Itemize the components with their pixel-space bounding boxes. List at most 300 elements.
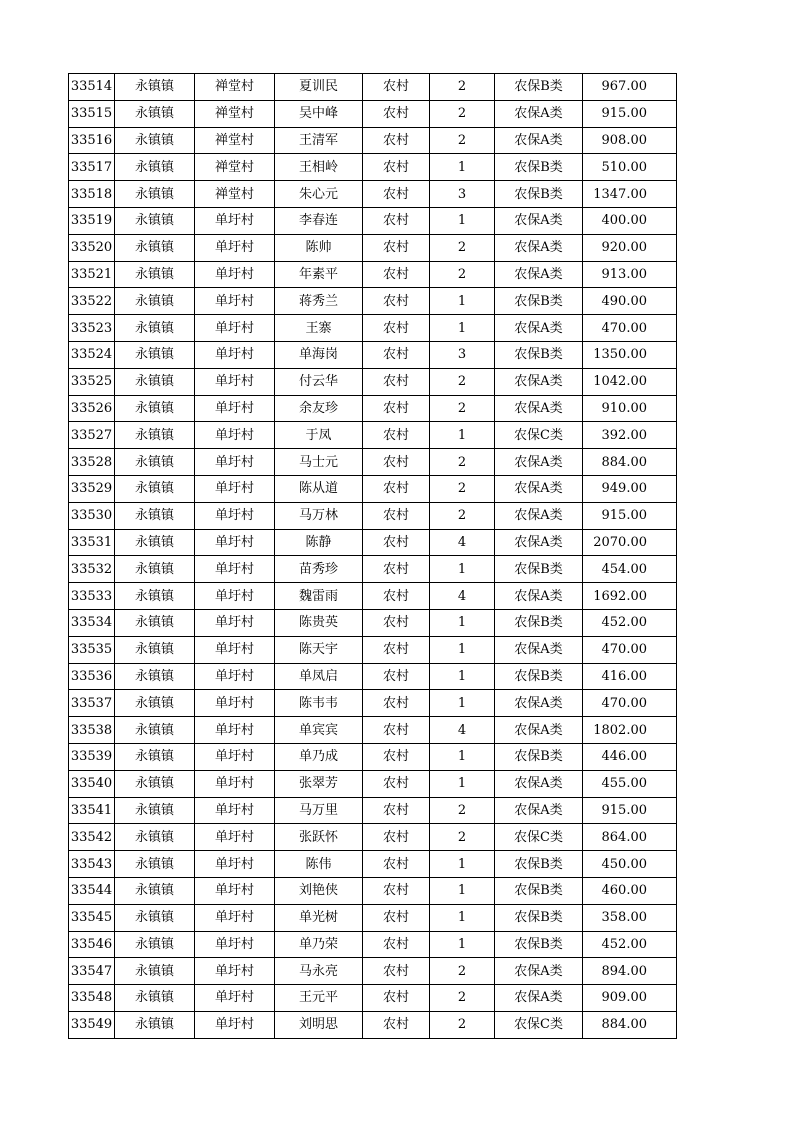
cell-area-type: 农村 <box>363 904 430 931</box>
cell-town: 永镇镇 <box>115 904 195 931</box>
cell-town: 永镇镇 <box>115 663 195 690</box>
cell-name: 苗秀珍 <box>275 556 363 583</box>
cell-household-count: 1 <box>430 877 495 904</box>
records-table <box>68 73 677 1039</box>
cell-household-count: 2 <box>430 74 495 101</box>
cell-amount: 454.00 <box>583 556 677 583</box>
cell-name: 张跃怀 <box>275 824 363 851</box>
cell-name: 李春连 <box>275 207 363 234</box>
cell-amount: 884.00 <box>583 1011 677 1038</box>
table-row <box>69 341 677 368</box>
cell-amount: 949.00 <box>583 475 677 502</box>
cell-village: 单圩村 <box>195 341 275 368</box>
cell-category: 农保B类 <box>495 341 583 368</box>
cell-household-count: 1 <box>430 743 495 770</box>
cell-area-type: 农村 <box>363 368 430 395</box>
cell-village: 单圩村 <box>195 770 275 797</box>
cell-village: 单圩村 <box>195 315 275 342</box>
cell-record-id: 33527 <box>69 422 115 449</box>
cell-record-id: 33543 <box>69 851 115 878</box>
cell-village: 单圩村 <box>195 422 275 449</box>
cell-area-type: 农村 <box>363 851 430 878</box>
cell-amount: 913.00 <box>583 261 677 288</box>
cell-category: 农保B类 <box>495 556 583 583</box>
cell-name: 刘艳侠 <box>275 877 363 904</box>
cell-name: 单凤启 <box>275 663 363 690</box>
cell-town: 永镇镇 <box>115 824 195 851</box>
table-row <box>69 127 677 154</box>
cell-name: 马永亮 <box>275 958 363 985</box>
cell-record-id: 33533 <box>69 583 115 610</box>
cell-household-count: 1 <box>430 315 495 342</box>
cell-amount: 967.00 <box>583 74 677 101</box>
cell-name: 马士元 <box>275 449 363 476</box>
cell-area-type: 农村 <box>363 502 430 529</box>
cell-village: 单圩村 <box>195 449 275 476</box>
cell-name: 张翠芳 <box>275 770 363 797</box>
cell-area-type: 农村 <box>363 449 430 476</box>
cell-town: 永镇镇 <box>115 100 195 127</box>
cell-record-id: 33525 <box>69 368 115 395</box>
cell-village: 单圩村 <box>195 609 275 636</box>
cell-amount: 894.00 <box>583 958 677 985</box>
cell-area-type: 农村 <box>363 985 430 1012</box>
table-row <box>69 368 677 395</box>
cell-name: 陈韦韦 <box>275 690 363 717</box>
cell-amount: 452.00 <box>583 931 677 958</box>
cell-household-count: 1 <box>430 154 495 181</box>
cell-category: 农保B类 <box>495 877 583 904</box>
cell-area-type: 农村 <box>363 743 430 770</box>
cell-record-id: 33535 <box>69 636 115 663</box>
cell-household-count: 1 <box>430 207 495 234</box>
cell-category: 农保A类 <box>495 529 583 556</box>
cell-amount: 1347.00 <box>583 181 677 208</box>
cell-household-count: 1 <box>430 288 495 315</box>
cell-record-id: 33547 <box>69 958 115 985</box>
cell-name: 陈帅 <box>275 234 363 261</box>
cell-name: 朱心元 <box>275 181 363 208</box>
cell-category: 农保A类 <box>495 315 583 342</box>
cell-village: 单圩村 <box>195 636 275 663</box>
table-row <box>69 449 677 476</box>
cell-name: 付云华 <box>275 368 363 395</box>
table-row <box>69 636 677 663</box>
cell-amount: 908.00 <box>583 127 677 154</box>
cell-town: 永镇镇 <box>115 877 195 904</box>
cell-area-type: 农村 <box>363 717 430 744</box>
cell-name: 王元平 <box>275 985 363 1012</box>
cell-household-count: 2 <box>430 985 495 1012</box>
table-row <box>69 74 677 101</box>
cell-town: 永镇镇 <box>115 234 195 261</box>
cell-household-count: 1 <box>430 636 495 663</box>
cell-category: 农保B类 <box>495 743 583 770</box>
cell-record-id: 33520 <box>69 234 115 261</box>
cell-village: 单圩村 <box>195 877 275 904</box>
table-row <box>69 207 677 234</box>
cell-name: 马万林 <box>275 502 363 529</box>
cell-town: 永镇镇 <box>115 985 195 1012</box>
table-row <box>69 717 677 744</box>
table-row <box>69 797 677 824</box>
cell-town: 永镇镇 <box>115 556 195 583</box>
cell-village: 单圩村 <box>195 690 275 717</box>
cell-amount: 416.00 <box>583 663 677 690</box>
cell-category: 农保A类 <box>495 636 583 663</box>
cell-household-count: 2 <box>430 261 495 288</box>
cell-area-type: 农村 <box>363 100 430 127</box>
cell-category: 农保A类 <box>495 368 583 395</box>
cell-household-count: 1 <box>430 690 495 717</box>
cell-household-count: 3 <box>430 181 495 208</box>
table-row <box>69 609 677 636</box>
cell-village: 单圩村 <box>195 395 275 422</box>
cell-town: 永镇镇 <box>115 931 195 958</box>
cell-name: 单乃荣 <box>275 931 363 958</box>
cell-village: 单圩村 <box>195 797 275 824</box>
cell-household-count: 1 <box>430 556 495 583</box>
cell-town: 永镇镇 <box>115 154 195 181</box>
cell-household-count: 1 <box>430 422 495 449</box>
cell-town: 永镇镇 <box>115 770 195 797</box>
cell-village: 单圩村 <box>195 583 275 610</box>
cell-record-id: 33522 <box>69 288 115 315</box>
cell-record-id: 33521 <box>69 261 115 288</box>
table-row <box>69 743 677 770</box>
cell-town: 永镇镇 <box>115 449 195 476</box>
cell-name: 王清军 <box>275 127 363 154</box>
cell-village: 单圩村 <box>195 207 275 234</box>
cell-area-type: 农村 <box>363 475 430 502</box>
cell-category: 农保C类 <box>495 1011 583 1038</box>
cell-name: 于凤 <box>275 422 363 449</box>
cell-area-type: 农村 <box>363 395 430 422</box>
cell-name: 蒋秀兰 <box>275 288 363 315</box>
cell-village: 禅堂村 <box>195 154 275 181</box>
cell-record-id: 33542 <box>69 824 115 851</box>
cell-record-id: 33549 <box>69 1011 115 1038</box>
cell-name: 单宾宾 <box>275 717 363 744</box>
cell-village: 禅堂村 <box>195 100 275 127</box>
cell-town: 永镇镇 <box>115 368 195 395</box>
cell-area-type: 农村 <box>363 690 430 717</box>
table-row <box>69 100 677 127</box>
cell-record-id: 33540 <box>69 770 115 797</box>
cell-village: 单圩村 <box>195 824 275 851</box>
cell-category: 农保A类 <box>495 100 583 127</box>
cell-record-id: 33516 <box>69 127 115 154</box>
cell-amount: 1692.00 <box>583 583 677 610</box>
cell-household-count: 2 <box>430 824 495 851</box>
cell-village: 单圩村 <box>195 743 275 770</box>
cell-amount: 470.00 <box>583 315 677 342</box>
cell-name: 陈天宇 <box>275 636 363 663</box>
cell-area-type: 农村 <box>363 341 430 368</box>
cell-village: 单圩村 <box>195 529 275 556</box>
table-row <box>69 234 677 261</box>
cell-record-id: 33523 <box>69 315 115 342</box>
cell-household-count: 1 <box>430 851 495 878</box>
cell-village: 单圩村 <box>195 985 275 1012</box>
cell-record-id: 33541 <box>69 797 115 824</box>
table-row <box>69 904 677 931</box>
cell-village: 单圩村 <box>195 1011 275 1038</box>
table-row <box>69 529 677 556</box>
table-row <box>69 663 677 690</box>
cell-village: 单圩村 <box>195 663 275 690</box>
cell-area-type: 农村 <box>363 636 430 663</box>
cell-household-count: 2 <box>430 797 495 824</box>
cell-name: 夏训民 <box>275 74 363 101</box>
cell-village: 禅堂村 <box>195 74 275 101</box>
cell-household-count: 1 <box>430 931 495 958</box>
cell-area-type: 农村 <box>363 234 430 261</box>
table-row <box>69 1011 677 1038</box>
cell-town: 永镇镇 <box>115 181 195 208</box>
cell-area-type: 农村 <box>363 127 430 154</box>
cell-category: 农保A类 <box>495 770 583 797</box>
cell-category: 农保A类 <box>495 207 583 234</box>
cell-town: 永镇镇 <box>115 475 195 502</box>
cell-town: 永镇镇 <box>115 127 195 154</box>
cell-amount: 450.00 <box>583 851 677 878</box>
cell-name: 马万里 <box>275 797 363 824</box>
cell-amount: 470.00 <box>583 636 677 663</box>
cell-amount: 915.00 <box>583 797 677 824</box>
cell-area-type: 农村 <box>363 154 430 181</box>
cell-village: 单圩村 <box>195 931 275 958</box>
cell-record-id: 33531 <box>69 529 115 556</box>
cell-town: 永镇镇 <box>115 207 195 234</box>
table-row <box>69 770 677 797</box>
cell-amount: 452.00 <box>583 609 677 636</box>
cell-town: 永镇镇 <box>115 609 195 636</box>
cell-area-type: 农村 <box>363 74 430 101</box>
cell-category: 农保A类 <box>495 261 583 288</box>
table-row <box>69 261 677 288</box>
cell-town: 永镇镇 <box>115 797 195 824</box>
cell-area-type: 农村 <box>363 529 430 556</box>
cell-amount: 915.00 <box>583 502 677 529</box>
cell-amount: 920.00 <box>583 234 677 261</box>
cell-category: 农保B类 <box>495 931 583 958</box>
cell-category: 农保A类 <box>495 690 583 717</box>
cell-name: 陈伟 <box>275 851 363 878</box>
cell-record-id: 33517 <box>69 154 115 181</box>
cell-town: 永镇镇 <box>115 690 195 717</box>
cell-record-id: 33539 <box>69 743 115 770</box>
cell-town: 永镇镇 <box>115 1011 195 1038</box>
cell-area-type: 农村 <box>363 261 430 288</box>
table-row <box>69 690 677 717</box>
cell-household-count: 2 <box>430 395 495 422</box>
table-row <box>69 154 677 181</box>
cell-name: 单乃成 <box>275 743 363 770</box>
cell-village: 单圩村 <box>195 288 275 315</box>
cell-category: 农保A类 <box>495 127 583 154</box>
cell-village: 单圩村 <box>195 904 275 931</box>
table-row <box>69 877 677 904</box>
cell-name: 刘明思 <box>275 1011 363 1038</box>
cell-town: 永镇镇 <box>115 422 195 449</box>
cell-town: 永镇镇 <box>115 636 195 663</box>
cell-amount: 490.00 <box>583 288 677 315</box>
cell-record-id: 33528 <box>69 449 115 476</box>
cell-household-count: 2 <box>430 502 495 529</box>
cell-area-type: 农村 <box>363 207 430 234</box>
cell-name: 陈从道 <box>275 475 363 502</box>
table-row <box>69 851 677 878</box>
cell-amount: 446.00 <box>583 743 677 770</box>
cell-record-id: 33546 <box>69 931 115 958</box>
cell-amount: 358.00 <box>583 904 677 931</box>
cell-household-count: 1 <box>430 904 495 931</box>
table-row <box>69 181 677 208</box>
cell-household-count: 2 <box>430 127 495 154</box>
cell-category: 农保B类 <box>495 904 583 931</box>
cell-amount: 470.00 <box>583 690 677 717</box>
cell-household-count: 2 <box>430 449 495 476</box>
cell-area-type: 农村 <box>363 958 430 985</box>
cell-category: 农保A类 <box>495 502 583 529</box>
cell-record-id: 33545 <box>69 904 115 931</box>
cell-category: 农保A类 <box>495 449 583 476</box>
data-sheet <box>68 73 677 1039</box>
cell-area-type: 农村 <box>363 422 430 449</box>
cell-household-count: 1 <box>430 770 495 797</box>
cell-record-id: 33529 <box>69 475 115 502</box>
cell-village: 单圩村 <box>195 502 275 529</box>
cell-name: 吴中峰 <box>275 100 363 127</box>
cell-category: 农保B类 <box>495 154 583 181</box>
cell-record-id: 33544 <box>69 877 115 904</box>
cell-amount: 909.00 <box>583 985 677 1012</box>
cell-area-type: 农村 <box>363 1011 430 1038</box>
cell-category: 农保B类 <box>495 663 583 690</box>
cell-category: 农保B类 <box>495 181 583 208</box>
cell-amount: 455.00 <box>583 770 677 797</box>
cell-name: 王寨 <box>275 315 363 342</box>
cell-name: 陈贵英 <box>275 609 363 636</box>
cell-category: 农保B类 <box>495 609 583 636</box>
cell-area-type: 农村 <box>363 288 430 315</box>
cell-area-type: 农村 <box>363 556 430 583</box>
cell-household-count: 2 <box>430 368 495 395</box>
cell-town: 永镇镇 <box>115 315 195 342</box>
cell-name: 陈静 <box>275 529 363 556</box>
cell-household-count: 2 <box>430 234 495 261</box>
cell-household-count: 1 <box>430 663 495 690</box>
cell-household-count: 3 <box>430 341 495 368</box>
table-row <box>69 502 677 529</box>
cell-village: 单圩村 <box>195 851 275 878</box>
cell-amount: 910.00 <box>583 395 677 422</box>
cell-name: 年素平 <box>275 261 363 288</box>
cell-area-type: 农村 <box>363 797 430 824</box>
table-row <box>69 475 677 502</box>
cell-name: 单光树 <box>275 904 363 931</box>
cell-record-id: 33534 <box>69 609 115 636</box>
cell-category: 农保B类 <box>495 74 583 101</box>
cell-household-count: 2 <box>430 958 495 985</box>
cell-town: 永镇镇 <box>115 529 195 556</box>
cell-area-type: 农村 <box>363 583 430 610</box>
cell-town: 永镇镇 <box>115 288 195 315</box>
cell-town: 永镇镇 <box>115 717 195 744</box>
cell-record-id: 33536 <box>69 663 115 690</box>
cell-category: 农保B类 <box>495 851 583 878</box>
cell-record-id: 33537 <box>69 690 115 717</box>
cell-household-count: 2 <box>430 100 495 127</box>
cell-area-type: 农村 <box>363 181 430 208</box>
cell-record-id: 33514 <box>69 74 115 101</box>
cell-town: 永镇镇 <box>115 502 195 529</box>
cell-amount: 400.00 <box>583 207 677 234</box>
table-row <box>69 422 677 449</box>
cell-household-count: 2 <box>430 475 495 502</box>
table-row <box>69 288 677 315</box>
table-row <box>69 824 677 851</box>
cell-category: 农保A类 <box>495 234 583 261</box>
cell-name: 单海岗 <box>275 341 363 368</box>
cell-name: 王相岭 <box>275 154 363 181</box>
cell-town: 永镇镇 <box>115 261 195 288</box>
cell-record-id: 33515 <box>69 100 115 127</box>
cell-town: 永镇镇 <box>115 583 195 610</box>
cell-village: 禅堂村 <box>195 127 275 154</box>
cell-household-count: 4 <box>430 583 495 610</box>
cell-area-type: 农村 <box>363 609 430 636</box>
cell-village: 单圩村 <box>195 234 275 261</box>
cell-record-id: 33532 <box>69 556 115 583</box>
cell-record-id: 33526 <box>69 395 115 422</box>
cell-amount: 392.00 <box>583 422 677 449</box>
cell-amount: 460.00 <box>583 877 677 904</box>
cell-category: 农保C类 <box>495 422 583 449</box>
cell-area-type: 农村 <box>363 877 430 904</box>
cell-record-id: 33518 <box>69 181 115 208</box>
cell-area-type: 农村 <box>363 931 430 958</box>
table-row <box>69 395 677 422</box>
cell-name: 魏雷雨 <box>275 583 363 610</box>
cell-category: 农保A类 <box>495 958 583 985</box>
table-row <box>69 315 677 342</box>
cell-category: 农保A类 <box>495 797 583 824</box>
cell-category: 农保A类 <box>495 583 583 610</box>
cell-village: 单圩村 <box>195 475 275 502</box>
cell-area-type: 农村 <box>363 824 430 851</box>
cell-amount: 1802.00 <box>583 717 677 744</box>
cell-village: 单圩村 <box>195 368 275 395</box>
cell-village: 单圩村 <box>195 717 275 744</box>
table-row <box>69 556 677 583</box>
cell-category: 农保B类 <box>495 288 583 315</box>
cell-amount: 915.00 <box>583 100 677 127</box>
cell-amount: 510.00 <box>583 154 677 181</box>
cell-amount: 1042.00 <box>583 368 677 395</box>
cell-village: 单圩村 <box>195 556 275 583</box>
cell-record-id: 33538 <box>69 717 115 744</box>
table-row <box>69 583 677 610</box>
cell-household-count: 2 <box>430 1011 495 1038</box>
cell-town: 永镇镇 <box>115 743 195 770</box>
cell-record-id: 33548 <box>69 985 115 1012</box>
cell-record-id: 33524 <box>69 341 115 368</box>
cell-town: 永镇镇 <box>115 395 195 422</box>
cell-record-id: 33530 <box>69 502 115 529</box>
cell-area-type: 农村 <box>363 770 430 797</box>
